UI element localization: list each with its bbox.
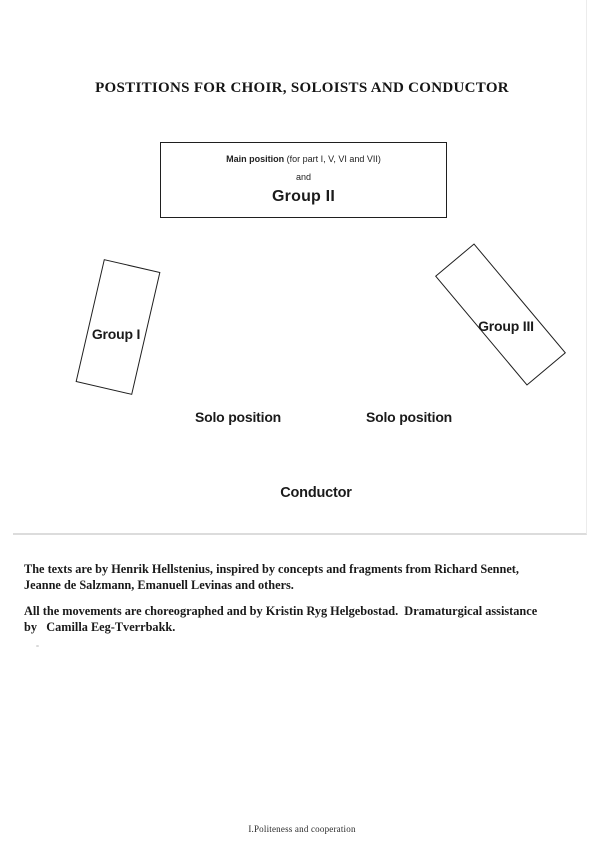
group-1-label: Group I — [91, 326, 141, 342]
credits-text-line-1: The texts are by Henrik Hellstenius, inspired by concepts and fragments from Richard Sennet, — [24, 562, 519, 576]
main-position-caption-parts: (for part I, V, VI and VII) — [284, 154, 381, 164]
conductor-label: Conductor — [280, 485, 352, 501]
credits-movements-line-2: by Camilla Eeg-Tverrbakk. — [24, 619, 176, 634]
page-title: POSTITIONS FOR CHOIR, SOLOISTS AND CONDUCTOR — [95, 80, 509, 96]
credits-paragraph-movements — [24, 604, 537, 635]
group-3-label: Group III — [478, 318, 534, 334]
main-position-box — [160, 142, 447, 218]
and-connector-text: and — [295, 172, 312, 182]
credits-movements-line-1: All the movements are choreographed and by Kristin Ryg Helgebostad. Dramaturgical assistance — [24, 604, 538, 618]
main-position-caption-bold: Main position — [226, 154, 285, 164]
credits-text-line-2: Jeanne de Salzmann, Emanuell Levinas and others. — [24, 577, 294, 592]
credits-paragraph-texts — [24, 562, 519, 593]
group-2-label: Group II — [272, 188, 335, 205]
solo-position-right-label: Solo position — [365, 409, 453, 425]
main-position-caption — [161, 154, 446, 164]
solo-position-left-label: Solo position — [194, 409, 282, 425]
scan-speck — [36, 645, 39, 647]
page-footer: I.Politeness and cooperation — [248, 824, 356, 834]
